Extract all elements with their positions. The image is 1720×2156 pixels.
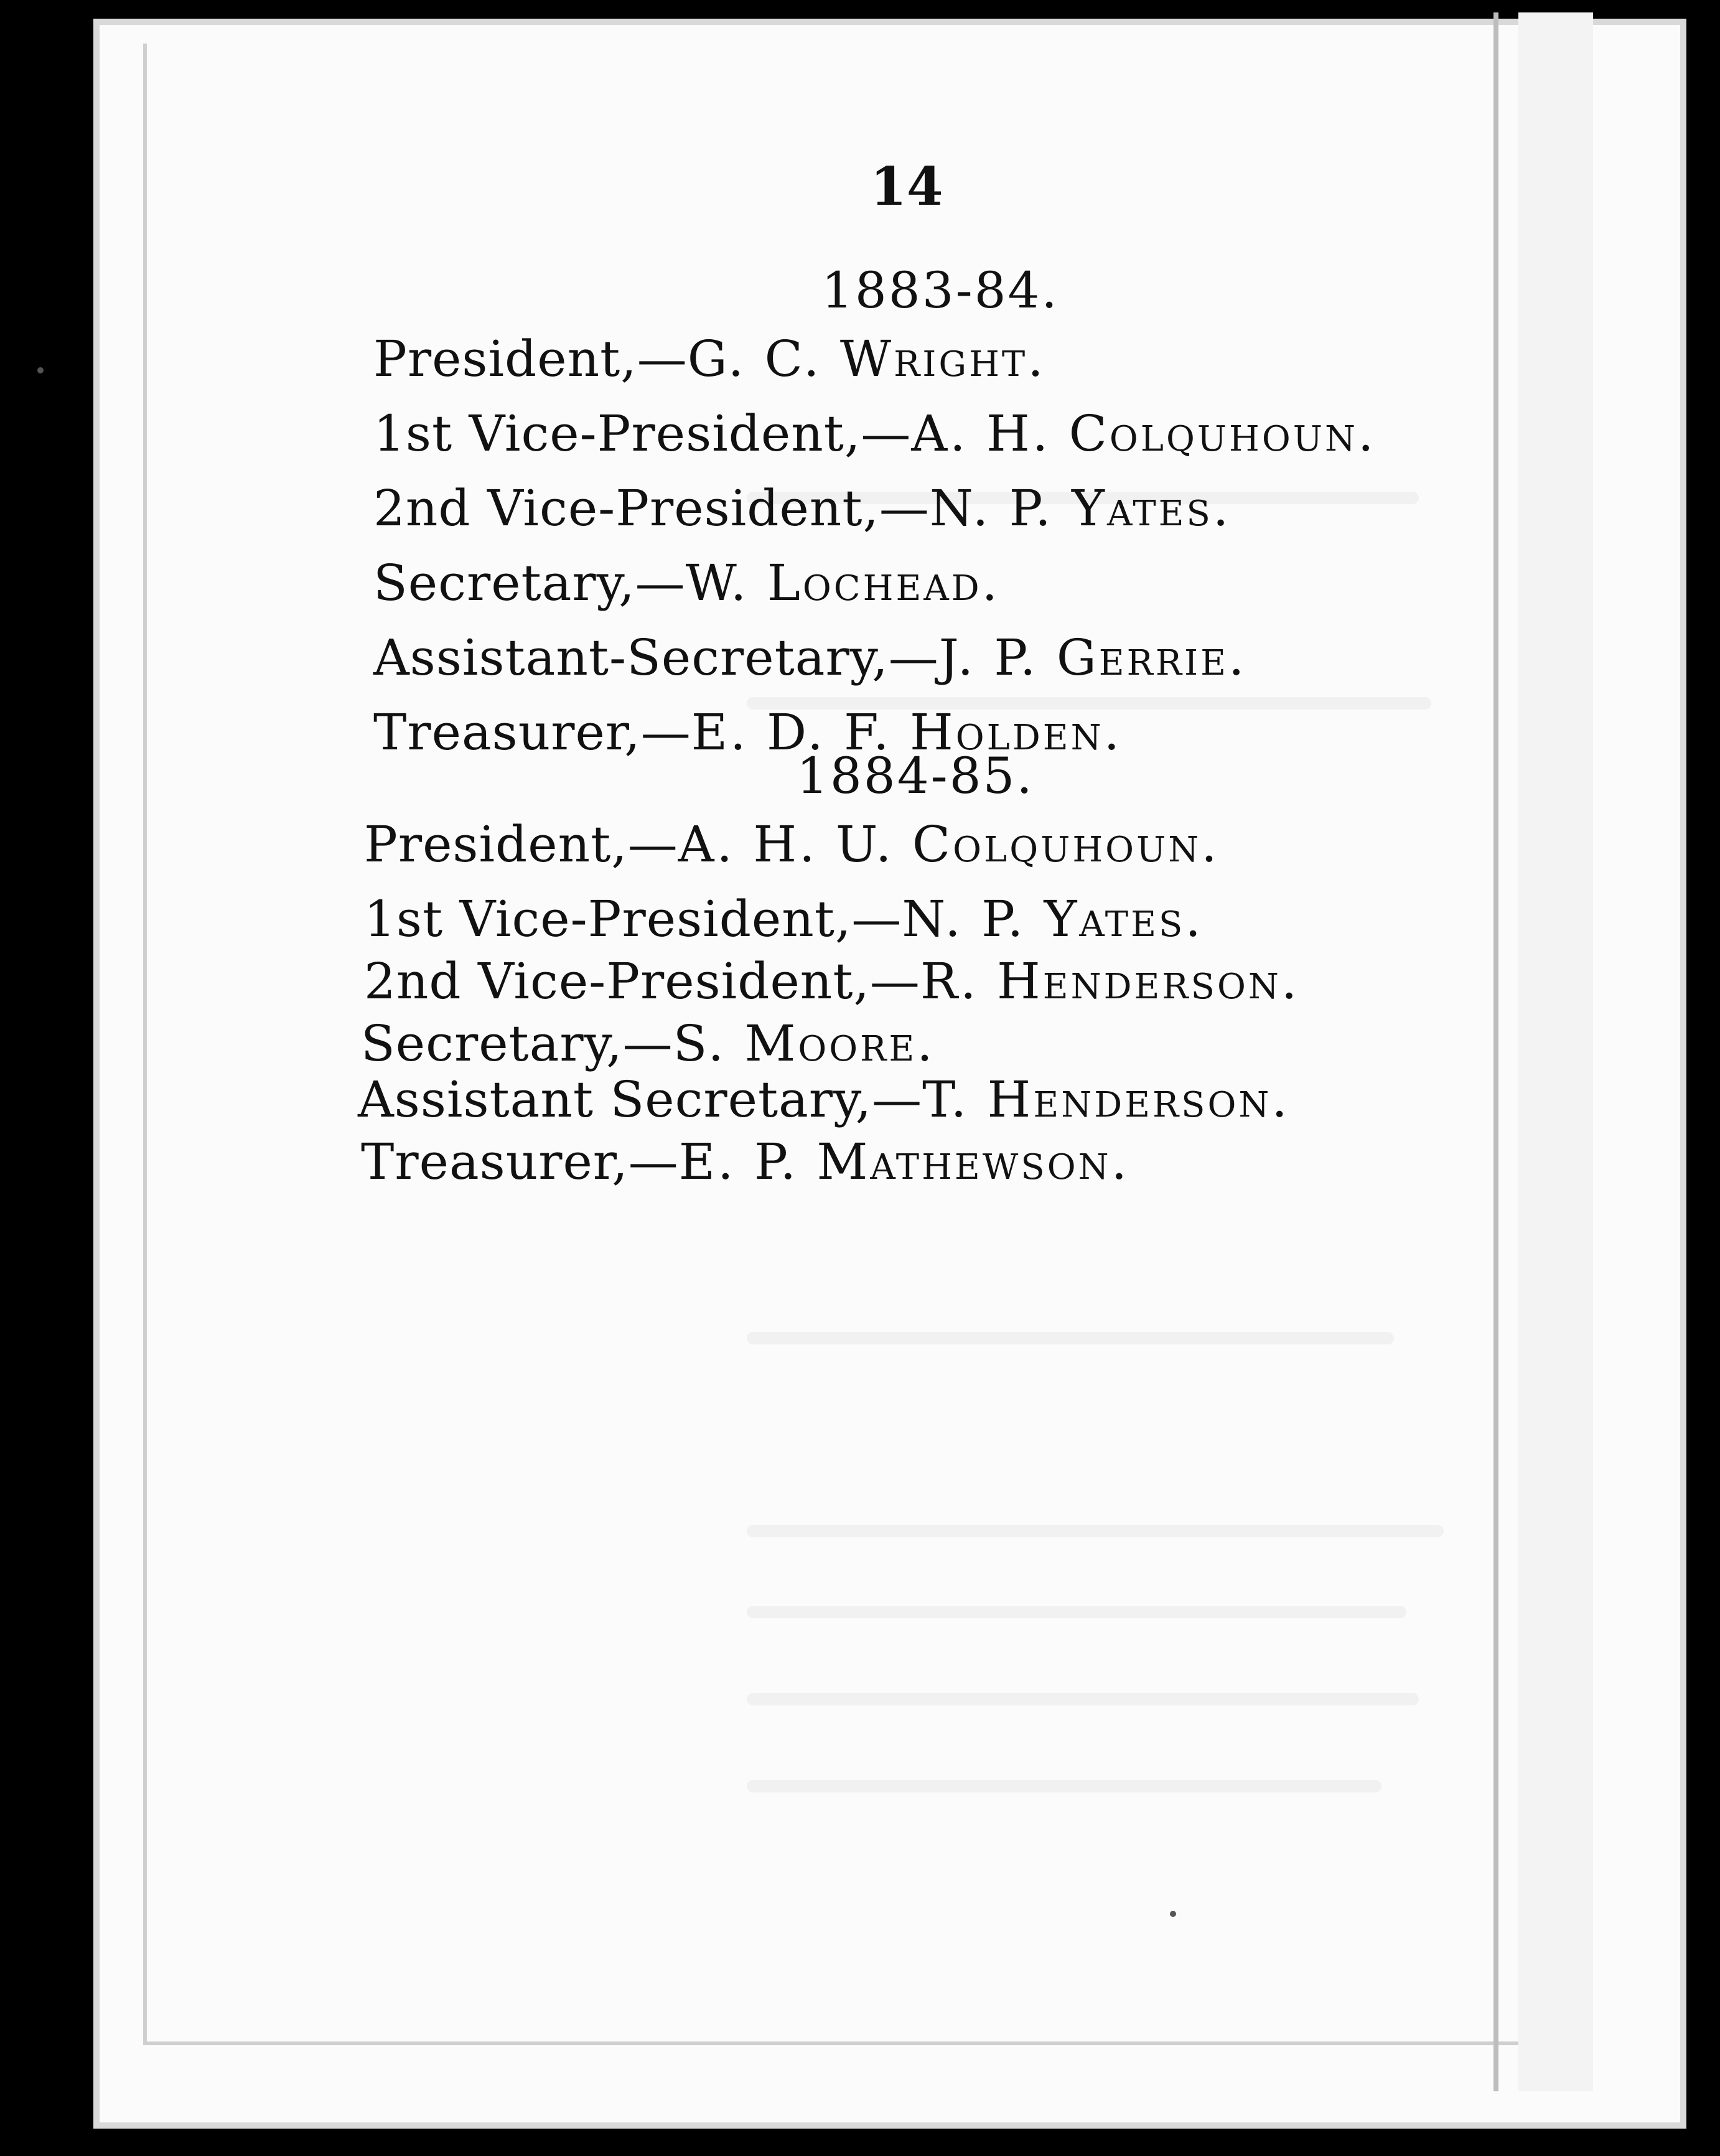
officer-line (373, 405, 1376, 462)
speck (1170, 1911, 1176, 1917)
bleed-through-mark (747, 1606, 1406, 1618)
officer-role: Treasurer,— (373, 703, 691, 761)
officer-role: President,— (373, 330, 688, 388)
officer-role: Assistant-Secretary,— (373, 629, 939, 687)
officer-role: Assistant Secretary,— (358, 1071, 923, 1128)
page-fold-line (1493, 12, 1498, 2091)
facing-page-edge (1518, 12, 1593, 2091)
officer-name: E. P. Mathewson. (678, 1133, 1130, 1191)
section-year-1884-85: 1884-85. (797, 747, 1034, 805)
officer-name: S. Moore. (673, 1015, 935, 1072)
officer-name: W. Lochead. (685, 554, 1001, 612)
officer-name: J. P. Gerrie. (938, 629, 1247, 687)
officer-role: President,— (364, 815, 678, 873)
officer-role: 2nd Vice-President,— (364, 952, 920, 1010)
officer-line (364, 815, 1220, 873)
bleed-through-mark (747, 1525, 1444, 1537)
officer-line (373, 330, 1046, 388)
officer-role: Secretary,— (361, 1015, 673, 1072)
bleed-through-mark (747, 1693, 1419, 1705)
officer-name: A. H. U. Colquhoun. (678, 815, 1220, 873)
officer-name: R. Henderson. (920, 952, 1300, 1010)
speck (37, 367, 44, 373)
officer-line (361, 1015, 935, 1072)
page-number: 14 (870, 156, 943, 217)
officer-line (373, 629, 1246, 687)
officer-line (358, 1071, 1290, 1128)
officer-name: N. P. Yates. (902, 890, 1204, 948)
officer-role: Secretary,— (373, 554, 686, 612)
officer-name: N. P. Yates. (929, 479, 1232, 537)
officer-line (364, 952, 1299, 1010)
officer-name: G. C. Wright. (687, 330, 1046, 388)
officer-name: T. Henderson. (922, 1071, 1290, 1128)
section-year-1883-84: 1883-84. (821, 261, 1059, 319)
officer-role: 1st Vice-President,— (373, 405, 912, 462)
officer-name: E. D. F. Holden. (691, 703, 1123, 761)
officer-name: A. H. Colquhoun. (911, 405, 1376, 462)
officer-line (364, 890, 1204, 948)
officer-line (373, 554, 1000, 612)
officer-line (361, 1133, 1129, 1191)
officer-line (373, 479, 1231, 537)
officer-role: 2nd Vice-President,— (373, 479, 930, 537)
bleed-through-mark (747, 1780, 1381, 1793)
officer-role: Treasurer,— (361, 1133, 679, 1191)
officer-role: 1st Vice-President,— (364, 890, 902, 948)
bleed-through-mark (747, 1332, 1394, 1344)
